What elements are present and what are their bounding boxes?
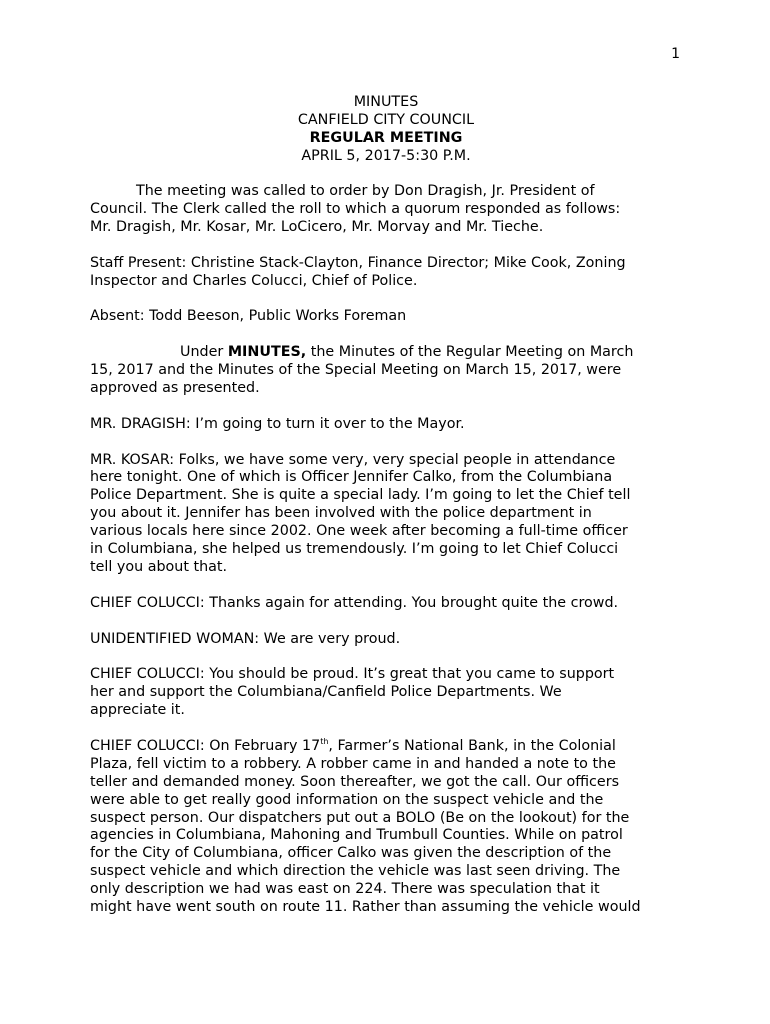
paragraph-staff-present: [90, 255, 682, 291]
text-line: teller and demanded money. Soon thereafter, we got the call. Our officers: [90, 773, 620, 790]
text-line: her and support the Columbiana/Canfield Police Departments. We: [90, 684, 562, 701]
text-line: in Columbiana, she helped us tremendously. I’m going to let Chief Colucci: [90, 541, 619, 558]
heading-council: CANFIELD CITY COUNCIL: [297, 112, 475, 128]
paragraph-absent: [90, 308, 682, 326]
text-line: The meeting was called to order by Don Dragish, Jr. President of: [136, 183, 595, 199]
text-line: Mr. Dragish, Mr. Kosar, Mr. LoCicero, Mr. Morvay and Mr. Tieche.: [90, 218, 544, 235]
text-line: Plaza, fell victim to a robbery. A robber came in and handed a note to the: [90, 755, 616, 772]
paragraph-unidentified-woman: [90, 631, 682, 649]
text-line: MR. DRAGISH: I’m going to turn it over to the Mayor.: [90, 415, 465, 432]
text-line: were able to get really good information on the suspect vehicle and the: [90, 791, 604, 808]
text-line: [90, 344, 682, 362]
text-line: Inspector and Charles Colucci, Chief of Police.: [90, 272, 418, 289]
text-line: tell you about that.: [90, 558, 228, 575]
text-line: approved as presented.: [90, 379, 260, 396]
text-run: , Farmer’s National Bank, in the Colonial: [328, 737, 616, 754]
text-line: [90, 738, 682, 756]
text-line: appreciate it.: [90, 702, 185, 719]
heading-date: APRIL 5, 2017-5:30 P.M.: [301, 148, 471, 164]
ordinal-suffix: th: [320, 736, 329, 746]
text-line: UNIDENTIFIED WOMAN: We are very proud.: [90, 630, 401, 647]
text-line: various locals here since 2002. One week after becoming a full-time officer: [90, 523, 628, 540]
text-line: 15, 2017 and the Minutes of the Special Meeting on March 15, 2017, were: [90, 362, 622, 379]
heading-minutes: MINUTES: [353, 94, 419, 110]
text-line: for the City of Columbiana, officer Calko was given the description of the: [90, 845, 612, 862]
text-run: CHIEF COLUCCI: On February 17: [90, 737, 321, 754]
text-line: Absent: Todd Beeson, Public Works Foreman: [90, 308, 407, 325]
paragraph-call-to-order: [90, 183, 682, 237]
text-line: MR. KOSAR: Folks, we have some very, very special people in attendance: [90, 451, 616, 468]
text-line: suspect vehicle and which direction the vehicle was last seen driving. The: [90, 863, 621, 880]
text-run: the Minutes of the Regular Meeting on March: [306, 344, 634, 361]
paragraph-colucci-thanks: [90, 595, 682, 613]
text-line: CHIEF COLUCCI: You should be proud. It’s great that you came to support: [90, 666, 615, 683]
text-run: Under: [180, 344, 228, 361]
text-line: might have went south on route 11. Rather than assuming the vehicle would: [90, 899, 641, 916]
paragraph-colucci-proud: [90, 666, 682, 720]
heading-meeting-type: REGULAR MEETING: [309, 130, 463, 146]
text-line: suspect person. Our dispatchers put out a BOLO (Be on the lookout) for the: [90, 809, 630, 826]
document-body: [90, 183, 682, 935]
page-number: 1: [671, 46, 680, 62]
document-heading: [90, 93, 682, 165]
text-line: you about it. Jennifer has been involved with the police department in: [90, 505, 592, 522]
text-line: only description we had was east on 224. There was speculation that it: [90, 881, 600, 898]
paragraph-dragish: [90, 416, 682, 434]
text-line: Police Department. She is quite a special lady. I’m going to let the Chief tell: [90, 487, 631, 504]
text-line: Staff Present: Christine Stack-Clayton, Finance Director; Mike Cook, Zoning: [90, 254, 626, 271]
paragraph-kosar: [90, 452, 682, 577]
paragraph-colucci-robbery: [90, 738, 682, 917]
document-page: [90, 0, 682, 1024]
text-line: Council. The Clerk called the roll to which a quorum responded as follows:: [90, 200, 621, 217]
text-line: agencies in Columbiana, Mahoning and Trumbull Counties. While on patrol: [90, 827, 623, 844]
text-line: CHIEF COLUCCI: Thanks again for attending. You brought quite the crowd.: [90, 594, 619, 611]
minutes-bold-label: MINUTES,: [227, 344, 307, 361]
text-line: here tonight. One of which is Officer Jennifer Calko, from the Columbiana: [90, 469, 613, 486]
paragraph-minutes: [90, 344, 682, 398]
